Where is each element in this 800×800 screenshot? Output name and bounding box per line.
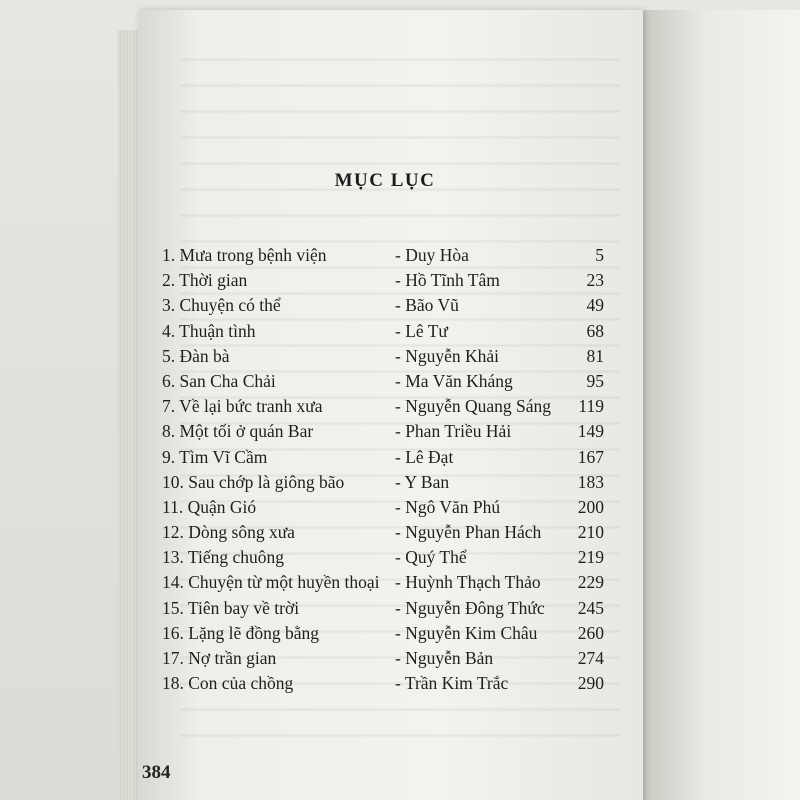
entry-author: - Duy Hòa [395,245,469,265]
entry-title: 10. Sau chớp là giông bão [162,471,345,492]
entry-title: 5. Đàn bà [162,345,230,366]
entry-author: - Nguyễn Quang Sáng [395,396,552,417]
toc-entry [162,545,622,570]
entry-title: 9. Tìm Vĩ Cầm [162,446,268,467]
entry-page-number: 210 [577,522,604,543]
entry-title: 13. Tiếng chuông [162,547,285,568]
entry-author: - Phan Triều Hải [395,421,512,442]
entry-author: - Huỳnh Thạch Thảo [395,572,541,593]
entry-title: 16. Lặng lẽ đồng bằng [162,622,319,643]
toc-entry [162,243,622,268]
toc-entry [162,319,622,344]
toc-entry [162,570,622,595]
entry-title: 11. Quận Gió [162,496,257,517]
entry-title: 8. Một tối ở quán Bar [162,421,314,442]
page-title: MỤC LỤC [334,170,436,191]
entry-page-number: 183 [577,471,604,492]
entry-author: - Nguyễn Đông Thức [395,597,545,618]
toc-entry [162,495,622,520]
entry-author: - Y Ban [395,471,450,492]
entry-page-number: 274 [577,648,604,668]
entry-page-number: 219 [577,547,604,568]
toc-entry [162,369,622,394]
entry-title: 4. Thuận tình [162,320,256,341]
entry-author: - Ngô Văn Phú [395,496,501,517]
toc-entry [162,596,622,621]
page-number: 384 [142,762,171,783]
entry-page-number: 260 [577,622,604,643]
toc-entry [162,470,622,495]
entry-author: - Hồ Tĩnh Tâm [395,270,500,291]
entry-author: - Bão Vũ [395,295,459,316]
entry-author: - Nguyễn Kim Châu [395,622,538,643]
entry-page-number: 200 [577,496,604,517]
entry-page-number: 81 [586,345,604,366]
entry-page-number: 229 [577,572,604,593]
entry-page-number: 23 [586,270,604,291]
entry-author: - Trần Kim Trắc [395,673,509,694]
entry-title: 7. Về lại bức tranh xưa [162,396,323,417]
entry-page-number: 68 [586,320,604,341]
entry-page-number: 5 [595,245,604,265]
toc-entry [162,646,622,671]
entry-title: 6. San Cha Chải [162,370,276,391]
toc-entry [162,394,622,419]
entry-title: 18. Con của chồng [162,673,294,694]
page-edges [118,30,140,800]
entry-title: 1. Mưa trong bệnh viện [162,245,327,265]
entry-title: 17. Nợ trần gian [162,648,277,668]
entry-page-number: 49 [586,295,604,316]
entry-author: - Nguyễn Bản [395,648,494,668]
toc-entry [162,520,622,545]
entry-author: - Nguyễn Phan Hách [395,522,542,543]
facing-page [643,10,800,800]
entry-title: 15. Tiên bay về trời [162,597,300,618]
entry-title: 12. Dòng sông xưa [162,522,295,543]
table-of-contents [162,243,622,696]
toc-entry [162,621,622,646]
entry-page-number: 149 [577,421,604,442]
entry-title: 14. Chuyện từ một huyền thoại [162,572,380,593]
entry-author: - Lê Đạt [395,446,454,467]
entry-title: 2. Thời gian [162,270,248,291]
toc-entry [162,344,622,369]
entry-author: - Nguyễn Khải [395,345,500,366]
entry-author: - Ma Văn Kháng [395,370,513,391]
toc-entry [162,268,622,293]
entry-page-number: 290 [577,673,604,694]
toc-entry [162,293,622,318]
entry-title: 3. Chuyện có thể [162,295,281,316]
toc-entry [162,671,622,696]
entry-page-number: 167 [577,446,604,467]
entry-author: - Lê Tư [395,320,448,341]
entry-page-number: 95 [586,370,604,391]
entry-page-number: 245 [577,597,604,618]
entry-page-number: 119 [578,396,604,417]
toc-entry [162,419,622,444]
entry-author: - Quý Thể [395,547,467,568]
toc-entry [162,445,622,470]
